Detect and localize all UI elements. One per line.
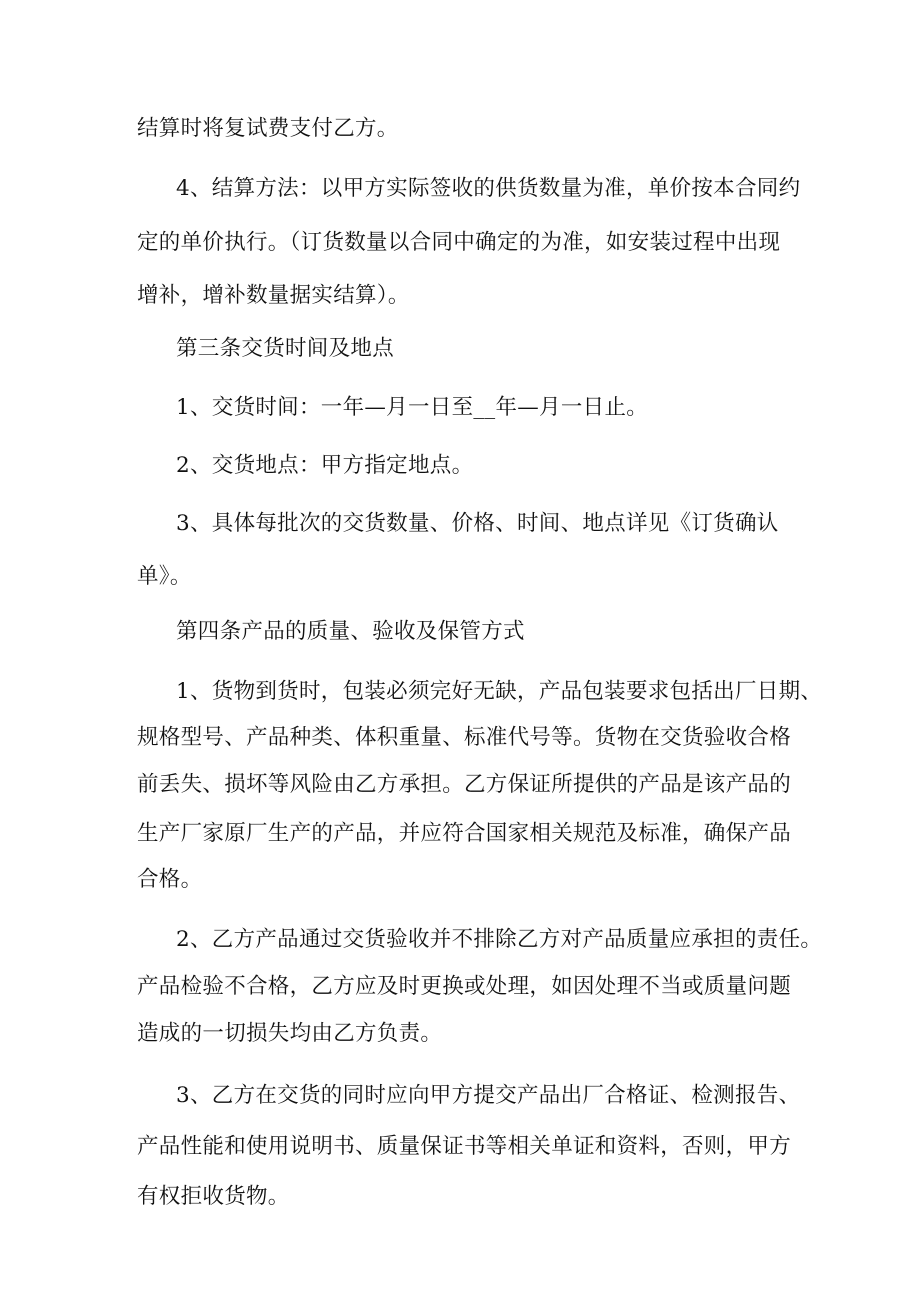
text-line: 造成的一切损失均由乙方负责。 [137,1021,443,1046]
text-line: 规格型号、产品种类、体积重量、标准代号等。货物在交货验收合格 [137,725,792,750]
text-line: 3、具体每批次的交货数量、价格、时间、地点详见《订货确认 [176,511,779,536]
text-line: 4、结算方法：以甲方实际签收的供货数量为准，单价按本合同约 [176,176,801,201]
text-line: 增补，增补数量据实结算）。 [137,283,410,308]
text-line: 有权拒收货物。 [137,1184,290,1209]
section-heading: 第四条产品的质量、验收及保管方式 [176,619,525,644]
text-line: 结算时将复试费支付乙方。 [137,116,399,141]
text-line: 1、货物到货时，包装必须完好无缺，产品包装要求包括出厂日期、 [176,679,823,704]
text-line: 生产厂家原厂生产的产品，并应符合国家相关规范及标准，确保产品 [137,821,792,846]
text-line: 产品检验不合格，乙方应及时更换或处理，如因处理不当或质量问题 [137,974,792,999]
text-line: 3、乙方在交货的同时应向甲方提交产品出厂合格证、检测报告、 [176,1083,801,1108]
text-line: 1、交货时间：一年—月一日至__年—月一日止。 [176,395,649,420]
text-line: 2、乙方产品通过交货验收并不排除乙方对产品质量应承担的责任。 [176,927,823,952]
text-line: 定的单价执行。（订货数量以合同中确定的为准，如安装过程中出现 [137,230,781,255]
text-line: 2、交货地点：甲方指定地点。 [176,453,474,478]
text-line: 单》。 [137,564,192,589]
text-line: 合格。 [137,867,203,892]
text-line: 前丢失、损坏等风险由乙方承担。乙方保证所提供的产品是该产品的 [137,772,792,797]
text-line: 产品性能和使用说明书、质量保证书等相关单证和资料，否则，甲方 [137,1134,792,1159]
section-heading: 第三条交货时间及地点 [176,336,395,361]
